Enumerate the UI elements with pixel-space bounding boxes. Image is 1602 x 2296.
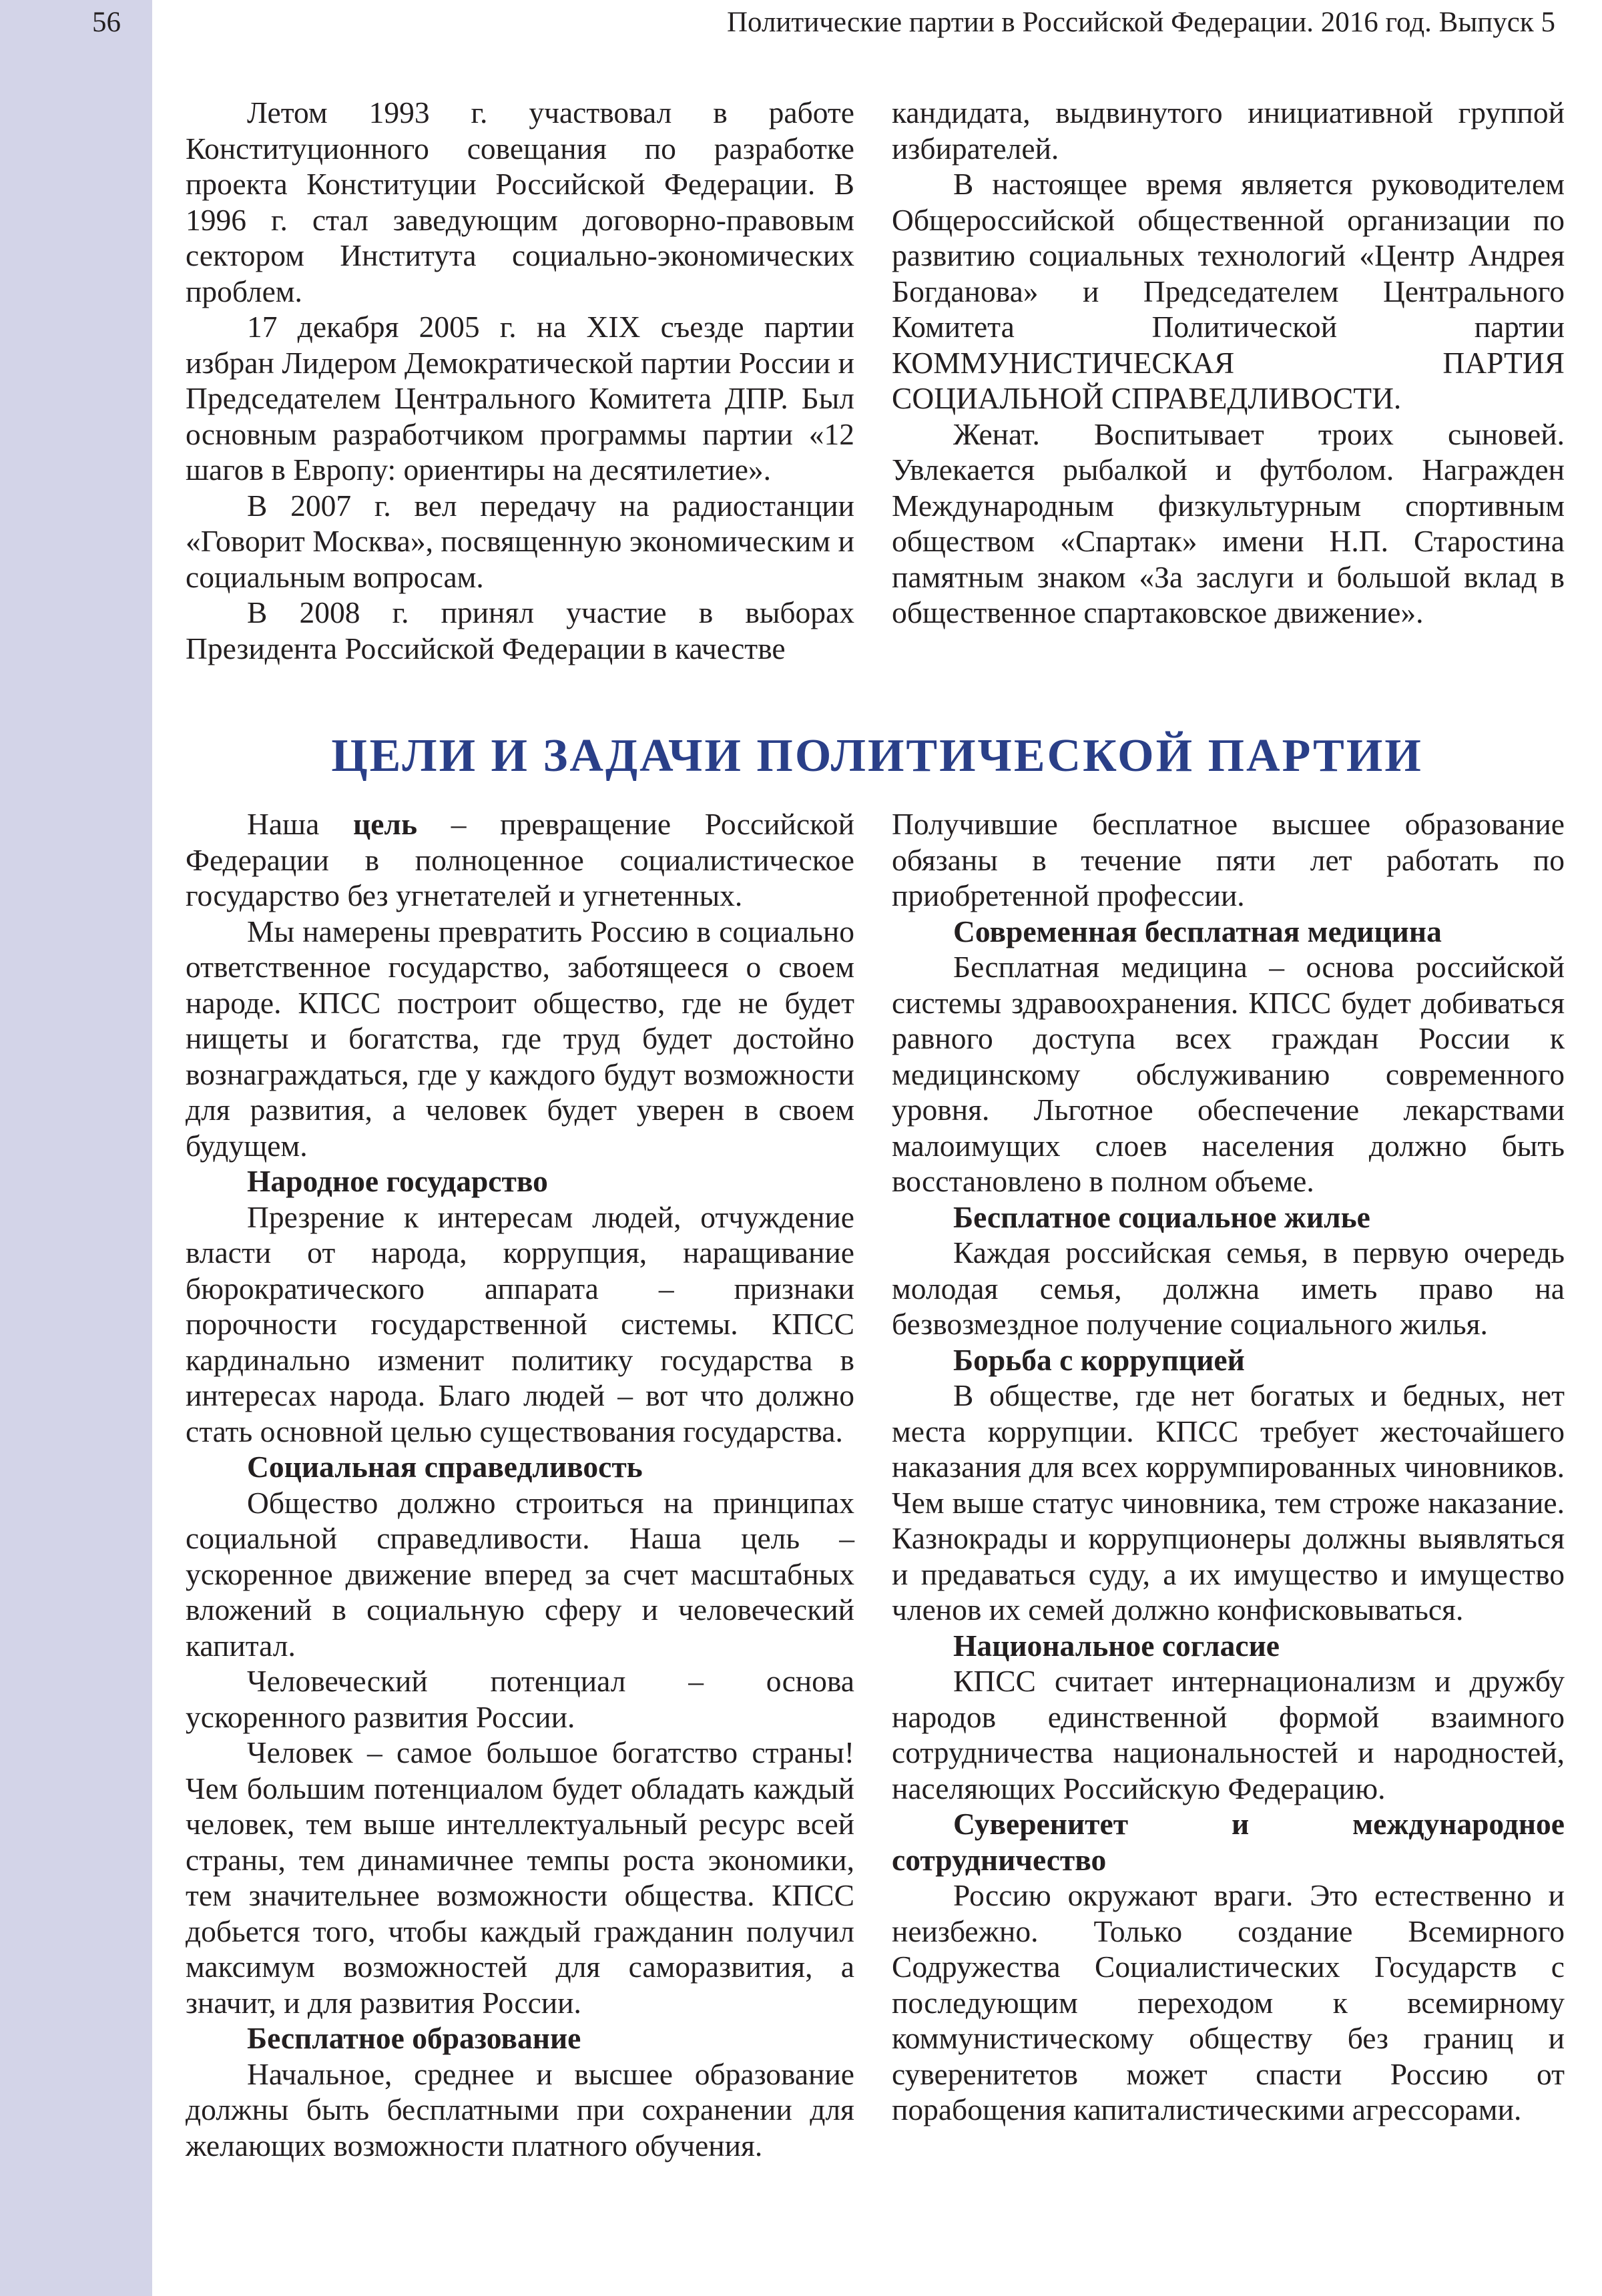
- subheading-social-justice: Социальная справедливость: [247, 1450, 643, 1484]
- bio-paragraph: В настоящее время является руководителем Общероссийской общественной организации по развитию социальных технологий «Центр Андрея Богданова» и Председателем Центрального Комитета Политической партии КОММУНИСТИЧЕСКАЯ ПАРТИЯ СОЦИАЛЬНОЙ СПРАВЕДЛИВОСТИ.: [892, 167, 1565, 415]
- subheading-sovereignty-cont: сотрудничество: [892, 1842, 1107, 1877]
- intro-text: Наша: [247, 807, 353, 841]
- section-heading: ЦЕЛИ И ЗАДАЧИ ПОЛИТИЧЕСКОЙ ПАРТИИ: [331, 730, 1423, 782]
- intro-bold-word: цель: [353, 807, 417, 841]
- subheading-people-state: Народное государство: [247, 1164, 548, 1198]
- page-number: 56: [92, 7, 121, 38]
- goals-paragraph: Бесплатная медицина – основа российской системы здравоохранения. КПСС будет добиваться равного доступа всех граждан России к медицинскому обслуживанию современного уровня. Льготное обеспечение лекарствами малоимущих слоев населения должно быть восстановлено в полном объеме.: [892, 950, 1565, 1198]
- goals-paragraph: КПСС считает интернационализм и дружбу народов единственной формой взаимного сотрудничества национальностей и народностей, населяющих Российскую Федерацию.: [892, 1664, 1565, 1805]
- goals-paragraph: Начальное, среднее и высшее образование должны быть бесплатными при сохранении для желающих возможности платного обучения.: [186, 2056, 854, 2163]
- subheading-sovereignty: Суверенитет и международное: [953, 1807, 1565, 1841]
- goals-paragraph: Получившие бесплатное высшее образование обязаны в течение пяти лет работать по приобретенной профессии.: [892, 807, 1565, 912]
- goals-paragraph: В обществе, где нет богатых и бедных, нет места коррупции. КПСС требует жесточайшего наказания для всех коррумпированных чиновников. Чем выше статус чиновника, тем строже наказание. Казнокрады и коррупционеры должны выявляться и предаваться суду, а их имущество и имущество членов их семей должно конфисковываться.: [892, 1378, 1565, 1627]
- goals-paragraph: Общество должно строиться на принципах социальной справедливости. Наша цель – ускоренное движение вперед за счет масштабных вложений в социальную сферу и человеческий капитал.: [186, 1485, 854, 1663]
- bio-paragraph: 17 декабря 2005 г. на XIX съезде партии избран Лидером Демократической партии России и Председателем Центрального Комитета ДПР. Был основным разработчиком программы партии «12 шагов в Европу: ориентиры на десятилетие».: [186, 310, 854, 487]
- subheading-national-accord: Национальное согласие: [953, 1628, 1280, 1663]
- subheading-anti-corruption: Борьба с коррупцией: [953, 1342, 1245, 1377]
- goals-paragraph: Человеческий потенциал – основа ускоренного развития России.: [186, 1664, 854, 1734]
- goals-paragraph: Человек – самое большое богатство страны! Чем большим потенциалом будет обладать каждый человек, тем выше интеллектуальный ресурс всей страны, тем динамичнее темпы роста экономики, тем значительнее возможности общества. КПСС добьется того, чтобы каждый гражданин получил максимум возможностей для саморазвития, а значит, и для развития России.: [186, 1735, 854, 2020]
- goals-paragraph: Россию окружают враги. Это естественно и неизбежно. Только создание Всемирного Содружества Социалистических Государств с последующим переходом к всемирному коммунистическому обществу без границ и суверенитетов может спасти Россию от порабощения капиталистическими агрессорами.: [892, 1878, 1565, 2126]
- goals-paragraph: Мы намерены превратить Россию в социально ответственное государство, заботящееся о своем народе. КПСС построит общество, где не будет нищеты и богатства, где труд будет достойно вознаграждаться, где у каждого будут возможности для развития, а человек будет уверен в своем будущем.: [186, 914, 854, 1163]
- bio-paragraph: В 2007 г. вел передачу на радиостанции «Говорит Москва», посвященную экономическим и социальным вопросам.: [186, 488, 854, 594]
- goals-column-right: [892, 806, 1565, 2128]
- goals-intro-paragraph: [186, 806, 854, 914]
- goals-paragraph: Презрение к интересам людей, отчуждение власти от народа, коррупция, наращивание бюрократического аппарата – признаки порочности государственной системы. КПСС кардинально изменит политику государства в интересах народа. Благо людей – вот что должно стать основной целью существования государства.: [186, 1199, 854, 1448]
- intro-text: – превращение Российской Федерации в полноценное социалистическое государство без угнетателей и угнетенных.: [186, 807, 854, 912]
- goals-column-left: [186, 806, 854, 2163]
- bio-paragraph: В 2008 г. принял участие в выборах Президента Российской Федерации в качестве: [186, 595, 854, 665]
- page-margin-band: [0, 0, 152, 2296]
- bio-column-left: [186, 95, 854, 666]
- subheading-free-medicine: Современная бесплатная медицина: [953, 914, 1442, 948]
- bio-column-right: [892, 95, 1565, 631]
- bio-paragraph: Летом 1993 г. участвовал в работе Конституционного совещания по разработке проекта Конституции Российской Федерации. В 1996 г. стал заведующим договорно-правовым сектором Института социально-экономических проблем.: [186, 95, 854, 308]
- bio-paragraph: Женат. Воспитывает троих сыновей. Увлекается рыбалкой и футболом. Награжден Международным физкультурным спортивным обществом «Спартак» имени Н.П. Старостина памятным знаком «За заслуги и большой вклад в общественное спартаковское движение».: [892, 416, 1565, 629]
- subheading-social-housing: Бесплатное социальное жилье: [953, 1199, 1370, 1234]
- subheading-free-education: Бесплатное образование: [247, 2021, 581, 2055]
- goals-paragraph: Каждая российская семья, в первую очередь молодая семья, должна иметь право на безвозмездное получение социального жилья.: [892, 1235, 1565, 1341]
- bio-paragraph: кандидата, выдвинутого инициативной группой избирателей.: [892, 95, 1565, 166]
- running-header: Политические партии в Российской Федерации. 2016 год. Выпуск 5: [726, 7, 1555, 38]
